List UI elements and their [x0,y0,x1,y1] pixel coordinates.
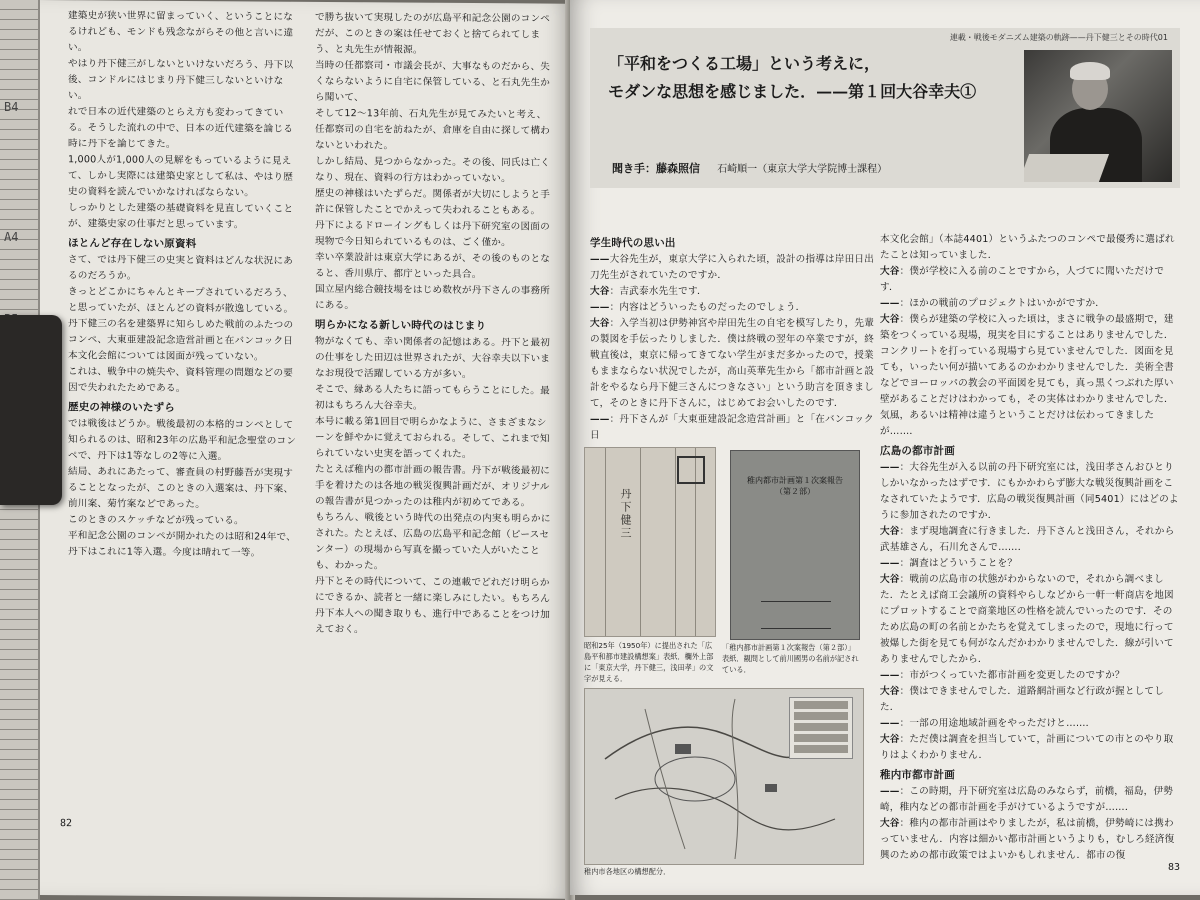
speech-text: ：ほかの戦前のプロジェクトはいかがですか． [899,298,1106,309]
speaker-label: —— [880,558,900,569]
left-column-1 [68,8,300,562]
article-title-box [590,28,1180,188]
interview-line [880,264,1180,296]
speaker-label: —— [880,462,900,473]
section-heading: 広島の都市計画 [880,445,955,457]
interviewee-photo [1024,50,1172,182]
figure-caption: 稚内市各地区の構想配分． [584,867,671,876]
series-title: 連載・戦後モダニズム建築の軌跡——丹下健三とその時代01 [949,33,1168,42]
speaker-label: 大谷 [880,526,900,537]
speaker-label: 大谷 [880,734,900,745]
body-text: では戦後はどうか。戦後最初の本格的コンペとして知られるのは、昭和23年の広島平和記念聖堂のコンペで、丹下は1等なしの2等に入選。 結局、あれにあたって、審査員の村野藤吾が実現することとなったが、このときの入選案は、丹下案、前川案、菊竹案などであった。 このときのスケッチなどが残っている。 平和記念公園のコンペが開かれたのは昭和24年で、丹下はこれに1等入選。今度は晴れて一等。 [68,418,297,559]
interview-lines [880,232,1180,440]
speaker-label: 大谷 [880,266,900,277]
speaker-label: —— [590,414,610,425]
speaker-label: 大谷 [880,686,900,697]
right-column-1 [590,232,880,444]
left-column-2 [315,10,555,640]
figure-city-map [584,688,864,865]
figure-report-cover [730,450,860,640]
speaker-label: 大谷 [880,314,900,325]
figure-caption: 昭和25年（1950年）に提出された「広島平和都市建設構想案」表紙．欄外上部に「東京大学，丹下健三，浅田孝」の文字が見える． [584,641,714,683]
figure-caption: 「稚内都市計画第１次案報告（第２部）」表紙．観問として前川國男の名前が記されている． [722,643,859,674]
speaker-label: 大谷 [590,318,610,329]
map-legend [789,697,853,759]
speech-text: ：入学当初は伊勢神宮や岸田先生の自宅を模写したり，先輩の製図を手伝ったりしました．僕は終戦の翌年の卒業ですが，終戦直後は，東京に帰ってきてない学生がまだ多かったので，授業もままならない状況でしたが，高山英華先生から「都市計画と設計をやるなら丹下健三さんにつきなさい」という助言を頂きまして，そのときに丹下さんに，はじめてお会いしたのです． [590,318,875,409]
left-page [40,0,570,899]
ruler-mark-a4: A4 [4,230,19,244]
interview-line [880,572,1180,668]
handwritten-cover-text: 丹下健三 [619,488,632,540]
section-heading: 歴史の神様のいたずら [68,401,175,414]
interview-line [880,716,1180,732]
page-number: 82 [60,818,73,830]
interview-line [880,684,1180,716]
section-heading: 稚内市都市計画 [880,769,955,781]
interview-line [590,252,880,284]
speech-text: ：この時期，丹下研究室は広島のみならず，前橋，福島，伊勢崎，稚内などの都市計画を手がけているようですが……． [880,786,1174,813]
speaker-label: 大谷 [880,818,900,829]
interview-line [880,312,1180,440]
speech-text: ：ただ僕は調査を担当していて，計画についての市とのやり取りはよくわかりません． [880,734,1174,761]
body-text: で勝ち抜いて実現したのが広島平和記念公園のコンペだが、このときの案は任せておくと捨てられてしまう、と丸先生が情報源。 当時の任都察司・市議会長が、大事なものだから、失くならないように自宅に保管している、と石丸先生から聞いて、 そして12〜13年前、石丸先生が見てみたいと考え、任都察司の自宅を訪ねたが、倉庫を自由に探して構わないといわれた。 しかし結局、見つからなかった。その後、同氏は亡くなり、現在、資料の行方はわかっていない。 [315,11,551,185]
speaker-label: 大谷 [590,286,610,297]
article-title-line-2: モダンな思想を感じました．——第１回大谷幸夫① [608,82,977,101]
speech-text: ：戦前の広島市の状態がわからないので，それから調べました．たとえば商工会議所の資料やらしなどから一軒一軒商店を地図にプロットすることで商業地区の性格を読んでいったのです．そのため広島の町の名前とかたちを覚えてしまったので，現地に行って被爆した街を見ても何がなんだかわかりませんでした．線が引いてありませんでしたから． [880,574,1174,665]
speech-text: ：一部の用途地域計画をやっただけと……． [899,718,1096,729]
interview-line [880,816,1180,864]
article-title [608,50,976,106]
speech-text: ：内容はどういったものだったのでしょう． [609,302,806,313]
section-heading: 学生時代の思い出 [590,237,676,249]
speech-text: ：丹下さんが「大東亜建設記念造営計画」と「在バンコック日 [590,414,874,441]
binder-clip [0,315,62,505]
interview-line [880,556,1180,572]
page-number: 83 [1167,862,1180,873]
speaker-label: —— [590,254,610,265]
speaker-label: 大谷 [880,574,900,585]
interviewer-lead: 聞き手：藤森照信 [612,162,700,175]
speech-text: ：稚内の都市計画はやりましたが，私は前橋，伊勢崎には携わっていません．内容は細かい都市計画というよりも，むしろ経済復興のための都市政策ではよいかもしれません．都市の復 [880,818,1175,861]
interview-line [590,300,880,316]
interview-line [590,412,880,444]
interview-line [880,668,1180,684]
body-text: さて、では丹下健三の史実と資料はどんな状況にあるのだろうか。 きっとどこかにちゃんとキープされているだろう、と思っていたが、ほとんどの資料が散逸している。 丹下健三の名を建築界に知らしめた戦前のふたつのコンペ、大東亜建設記念造営計画と在バンコック日本文化会館については図面が残っていない。 これは、戦争中の焼失や、資料管理の問題などの要因で失われたためである。 [68,254,294,395]
speech-text: 大谷先生が，東京大学に入られた頃，設計の指導は岸田日出刀先生がされていたのですか． [590,254,875,281]
right-column-2 [880,232,1180,864]
speech-text: ：大谷先生が入る以前の丹下研究室には，浅田孝さんおひとりしかいなかったはずです．にもかかわらず膨大な戦災復興計画をこなされていたようです．広島の戦災復興計画（同5401）にはどのように参加されたのですか． [880,462,1179,521]
article-title-line-1: 「平和をつくる工場」という考えに， [608,54,881,73]
interview-lines [880,784,1180,864]
interview-line [880,296,1180,312]
speech-text: ：僕はできませんでした．道路網計画など行政が握としてした． [880,686,1165,713]
body-text: 歴史の神様はいたずらだ。関係者が大切にしようと手許に保管したことでかえって失われることもある。 丹下によるドローイングもしくは丹下研究室の図面の現物で今日知られているものは、ごく僅か。 幸い卒業設計は東京大学にあるが、その後のものとなると、香川県庁、都庁といった具合。 国立屋内総合競技場をはじめ数枚が丹下さんの事務所にある。 [315,187,551,312]
right-page [570,0,1200,895]
interview-line [880,460,1180,524]
speech-text: ：僕が学校に入る前のことですから，人づてに聞いただけです． [880,266,1165,293]
speech-text: ：吉武泰水先生です． [609,286,707,297]
speaker-label: —— [880,670,900,681]
speech-text: ：調査はどういうことを？ [899,558,1018,569]
speaker-label: —— [880,786,900,797]
section-heading: 明らかになる新しい時代のはじまり [315,318,487,333]
stamp-seal [677,456,705,484]
interview-lines [880,460,1180,764]
section-heading: ほとんど存在しない原資料 [68,237,197,251]
interview-line [880,524,1180,556]
interviewer-second: 石崎順一（東京大学大学院博士課程） [717,164,888,175]
interview-line [590,284,880,300]
report-box [761,601,831,629]
report-title: 稚内都市計画第１次案報告（第２部） [747,476,843,496]
speech-text: 本文化会館」（本誌4401）というふたつのコンペで最優秀に選ばれたことは知っていました． [880,234,1175,261]
speech-text: ：僕らが建築の学校に入った頃は，まさに戦争の最盛期で，建築をつくっている現場，現実を目にすることはありませんでした．コンクリートを打っている現場すら見ていませんでした．図面を見ても，いったい何が描いてあるのかわかりませんでした．美術全書などでヨーロッパの教会の平面図を見ても，真っ黒くつぶれた厚い壁があることだけはわかっても，その実体はわかりませんでした．気風，あるいは精神は違うということだけは伝わってきましたが……． [880,314,1174,437]
speech-text: ：まず現地調査に行きました．丹下さんと浅田さん，それから武基雄さん，石川允さんで……． [880,526,1175,553]
body-text: 建築史が狭い世界に留まっていく、ということになるけれども、モンドも残念ながらその他と言いに違い。 やはり丹下健三がしないといけないだろう、丹下以後、コンドルにはじまり丹下健三しないといけない。 れで日本の近代建築のとらえ方も変わってきている。そうした流れの中で、日本の近代建築を論じる時に丹下を論じてきた。 1,000人が1,000人の見解をもっているように見えて、しかし実際には建築史家として私は、やはり歴史の資料を読んでいかなければならない。 しっかりとした建築の基礎資料を見直していくことが、建築史家の仕事だと思っています。 [68,10,294,231]
figure-plan-cover [584,447,716,637]
ruler-mark-b4: B4 [4,100,19,114]
interview-line [590,316,880,412]
interview-lines [590,252,880,444]
body-text: 物がなくても、幸い関係者の記憶はある。丹下と最初の仕事をした田辺は世界されたが、大谷幸夫以下いまなお現役で活躍している方が多い。 そこで、縁ある人たちに語ってもらうことにした。最初はもちろん大谷幸夫。 本号に載る第1回目で明らかなように、さまざまなシーンを鮮やかに覚えておられる。そして、これまで知られていない史実を語ってくれた。 たとえば稚内の都市計画の報告書。丹下が戦後最初に手を着けたのは各地の戦災復興計画だが、オリジナルの報告書が見つかったのは稚内が初めてである。 もちろん、戦後という時代の出発点の内実も明らかにされた。たとえば、広島の広島平和記念館（ピースセンター）の現場から写真を撮っていた人がいたことも、わかった。 丹下とその時代について、この連載でどれだけ明らかにできるか、読者と一緒に楽しみにしたい。もちろん丹下本人への聞き取りも、進行中であることをつけ加えておく。 [315,335,551,636]
speaker-label: —— [880,718,900,729]
speaker-label: —— [880,298,900,309]
speaker-label: —— [590,302,610,313]
interviewer-credits [612,160,887,176]
interview-line [880,232,1180,264]
interview-line [880,732,1180,764]
speech-text: ：市がつくっていた都市計画を変更したのですか？ [899,670,1125,681]
interview-line [880,784,1180,816]
